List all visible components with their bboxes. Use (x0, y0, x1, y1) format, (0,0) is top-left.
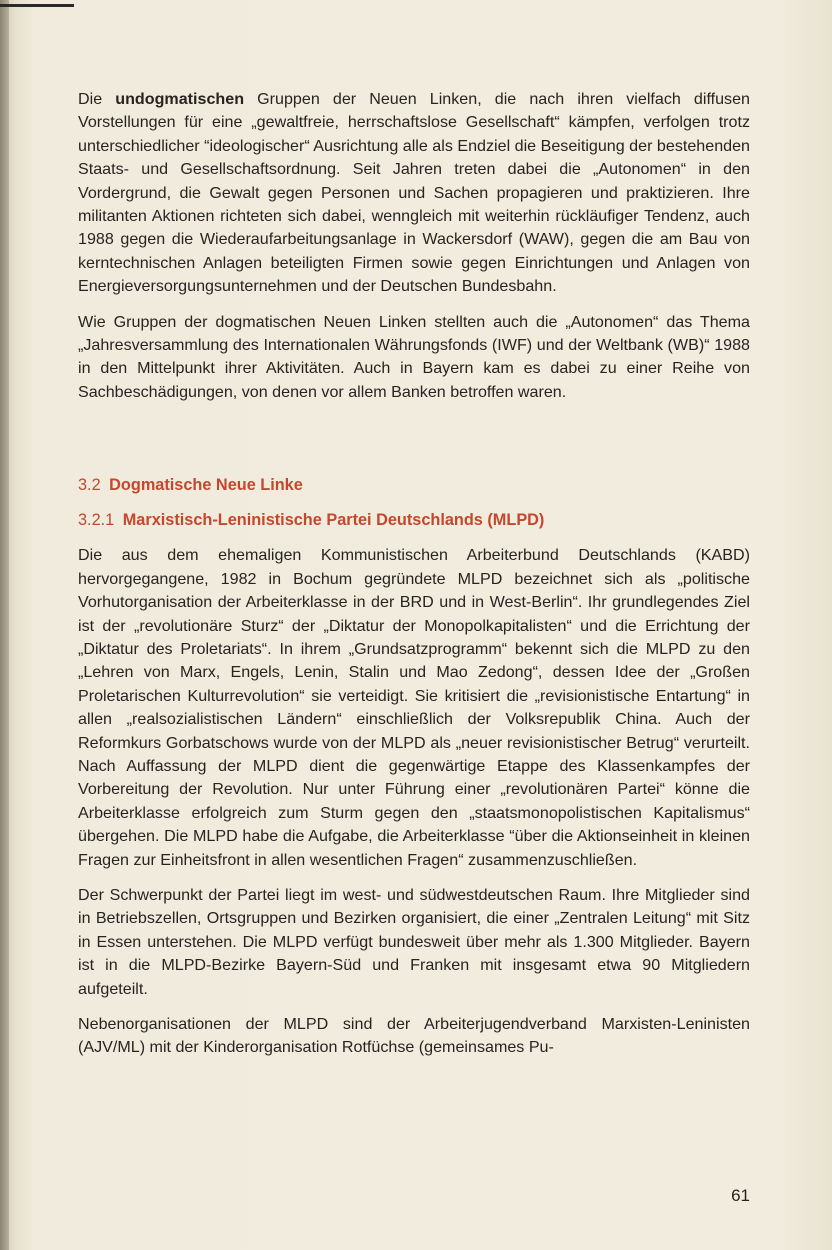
page-spine-shadow (0, 0, 9, 1250)
section-title: Dogmatische Neue Linke (109, 476, 303, 495)
paragraph-mlpd-origin: Die aus dem ehemaligen Kommunistischen Arbeiterbund Deutschlands (KABD) hervorgegangene, 1982 in Bochum gegründete MLPD bezeichnet sich als „politische Vorhutorganisation der Arbeiterklasse in der BRD und in West-Berlin“. Ihr grundlegendes Ziel ist der „revolutionäre Sturz“ der „Diktatur der Monopolkapitalisten“ und die Errichtung der „Diktatur des Proletariats“. In ihrem „Grundsatzprogramm“ bekennt sich die MLPD zu den „Lehren von Marx, Engels, Lenin, Stalin und Mao Zedong“, dessen Idee der „Großen Proletarischen Kulturrevolution“ sie verteidigt. Sie kritisiert die „revisionistische Entartung“ in allen „realsozialistischen Ländern“ einschließlich der Volksrepublik China. Auch der Reformkurs Gorbatschows wurde von der MLPD als „neuer revisionistischer Betrug“ verurteilt. Nach Auffassung der MLPD dient die gegenwärtige Etappe des Klassenkampfes der Vorbereitung der Revolution. Nur unter Führung einer „revolutionären Partei“ könne die Arbeiterklasse erfolgreich zum Sturm gegen den „staatsmonopolistischen Kapitalismus“ übergehen. Die MLPD habe die Aufgabe, die Arbeiterklasse “über die Aktionseinheit in kleinen Fragen zur Einheitsfront in allen wesentlichen Fragen“ zusammenzuschließen. (78, 546, 750, 869)
section-number: 3.2 (78, 476, 101, 495)
section-gap (78, 416, 750, 474)
paragraph-autonomen-iwf: Wie Gruppen der dogmatischen Neuen Linken stellten auch die „Autonomen“ das Thema „Jahresversammlung des Internationalen Währungsfonds (IWF) und der Weltbank (WB)“ 1988 in den Mittelpunkt ihrer Aktivitäten. Auch in Bayern kam es dabei zu einer Reihe von Sachbeschädigungen, von denen vor allem Banken betroffen waren. (78, 312, 750, 401)
section-heading (78, 474, 750, 497)
subsection-number: 3.2.1 (78, 511, 115, 530)
corner-mark (0, 4, 74, 7)
paragraph-mlpd-members: Der Schwerpunkt der Partei liegt im west- und südwestdeutschen Raum. Ihre Mitglieder sind in Betriebszellen, Ortsgruppen und Bezirken organisiert, die einer „Zentralen Leitung“ mit Sitz in Essen unterstehen. Die MLPD verfügt bundesweit über mehr als 1.300 Mitglieder. Bayern ist in die MLPD-Bezirke Bayern-Süd und Franken mit insgesamt etwa 90 Mitgliedern aufgeteilt. (78, 885, 750, 998)
subsection-heading (78, 509, 750, 532)
subsection-title: Marxistisch-Leninistische Partei Deutschlands (MLPD) (122, 511, 545, 530)
paragraph-mlpd-suborgs: Nebenorganisationen der MLPD sind der Arbeiterjugendverband Marxisten-Leninisten (AJV/ML) mit der Kinderorganisation Rotfüchse (gemeinsames Pu- (78, 1015, 750, 1057)
page-content (78, 88, 750, 1072)
bold-term: undogmatischen (115, 90, 245, 108)
page-number: 61 (731, 1186, 750, 1205)
paragraph-undogmatic-groups: Die undogmatischen Gruppen der Neuen Linken, die nach ihren vielfach diffusen Vorstellungen für eine „gewaltfreie, herrschaftslose Gesellschaft“ kämpfen, verfolgen trotz unterschiedlicher “ideologischer“ Ausrichtung alle als Endziel die Beseitigung der bestehenden Staats- und Gesellschaftsordnung. Seit Jahren treten dabei die „Autonomen“ in den Vordergrund, die Gewalt gegen Personen und Sachen propagieren und praktizieren. Ihre militanten Aktionen richteten sich dabei, wenngleich mit weiterhin rückläufiger Tendenz, auch 1988 gegen die Wiederaufarbeitungsanlage in Wackersdorf (WAW), gegen die am Bau von kerntechnischen Anlagen beteiligten Firmen sowie gegen Einrichtungen und Anlagen von Energieversorgungsunternehmen und der Deutschen Bundesbahn. (78, 90, 751, 296)
